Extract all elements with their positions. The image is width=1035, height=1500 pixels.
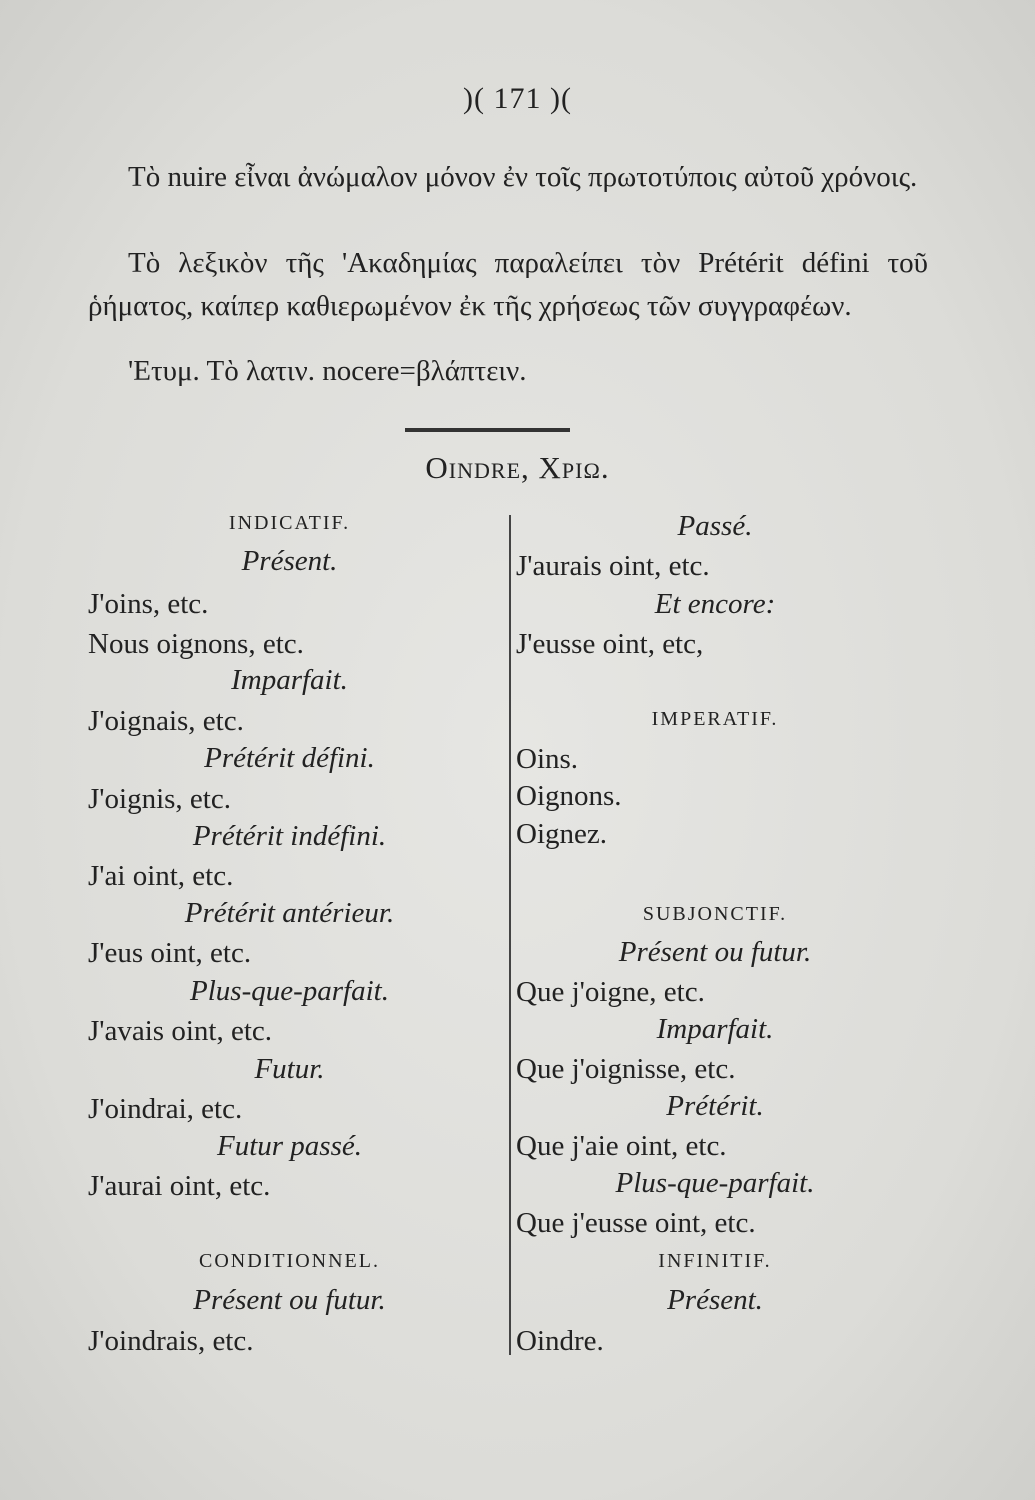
tense-heading: Imparfait.: [656, 1013, 774, 1045]
tense-heading: Plus-que-parfait.: [615, 1167, 815, 1199]
paragraph-academy-note: Τὸ λεξικὸν τῆς 'Ακαδημίας παραλείπει τὸν Prétérit défini τοῦ ῥήματος, καίπερ καθιερωμένον ἐκ τῆς χρήσεως τῶν συγγραφέων.: [88, 247, 928, 322]
mood-heading-imperatif: IMPERATIF.: [651, 708, 779, 730]
tense-heading: Présent.: [667, 1284, 763, 1316]
paragraph-etymology: 'Ετυμ. Τὸ λατιν. nocere=βλάπτειν.: [128, 355, 527, 387]
conjugation-line: Oins.: [516, 743, 579, 775]
tense-heading: Prétérit défini.: [204, 742, 375, 774]
conjugation-line: J'oindrai, etc.: [88, 1093, 243, 1125]
column-divider: [509, 515, 511, 1355]
conjugation-line: J'avais oint, etc.: [88, 1015, 273, 1047]
conjugation-line: Que j'oignisse, etc.: [516, 1053, 736, 1085]
mood-heading-indicatif: INDICATIF.: [228, 512, 351, 534]
paragraph-nuire-note: Τὸ nuire εἶναι ἀνώμαλον μόνον ἐν τοῖς πρωτοτύποις αὐτοῦ χρόνοις.: [128, 161, 918, 193]
conjugation-line: Que j'eusse oint, etc.: [516, 1207, 756, 1239]
conjugation-line: Que j'aie oint, etc.: [516, 1130, 727, 1162]
tense-heading: Et encore:: [654, 588, 776, 620]
page-number: )( 171 )(: [463, 82, 572, 115]
mood-heading-conditionnel: CONDITIONNEL.: [199, 1250, 380, 1272]
tense-heading: Passé.: [677, 510, 753, 542]
conjugation-line: J'oignais, etc.: [88, 705, 244, 737]
conjugation-line: J'eusse oint, etc,: [516, 628, 704, 660]
tense-heading: Plus-que-parfait.: [190, 975, 389, 1007]
tense-heading: Présent ou futur.: [618, 936, 812, 968]
conjugation-line: J'aurais oint, etc.: [516, 550, 710, 582]
tense-heading: Prétérit.: [666, 1090, 764, 1122]
tense-heading: Futur.: [254, 1053, 325, 1085]
tense-heading: Présent.: [241, 545, 338, 577]
conjugation-line: J'eus oint, etc.: [88, 937, 252, 969]
conjugation-line: Oindre.: [516, 1325, 604, 1357]
section-rule: [405, 428, 570, 432]
conjugation-line: J'oindrais, etc.: [88, 1325, 254, 1357]
verb-title: Oindre, Χριω.: [425, 450, 610, 485]
conjugation-line: J'aurai oint, etc.: [88, 1170, 271, 1202]
conjugation-line: J'ai oint, etc.: [88, 860, 234, 892]
tense-heading: Futur passé.: [217, 1130, 362, 1162]
conjugation-line: Que j'oigne, etc.: [516, 976, 705, 1008]
conjugation-line: Nous oignons, etc.: [88, 628, 304, 660]
mood-heading-infinitif: INFINITIF.: [658, 1250, 772, 1272]
tense-heading: Prétérit antérieur.: [184, 897, 395, 929]
conjugation-line: Oignons.: [516, 780, 622, 812]
tense-heading: Imparfait.: [231, 664, 348, 696]
tense-heading: Prétérit indéfini.: [192, 820, 387, 852]
conjugation-line: Oignez.: [516, 818, 607, 850]
conjugation-line: J'oignis, etc.: [88, 783, 231, 815]
tense-heading: Présent ou futur.: [193, 1284, 386, 1316]
conjugation-line: J'oins, etc.: [88, 588, 209, 620]
mood-heading-subjonctif: SUBJONCTIF.: [642, 903, 788, 925]
